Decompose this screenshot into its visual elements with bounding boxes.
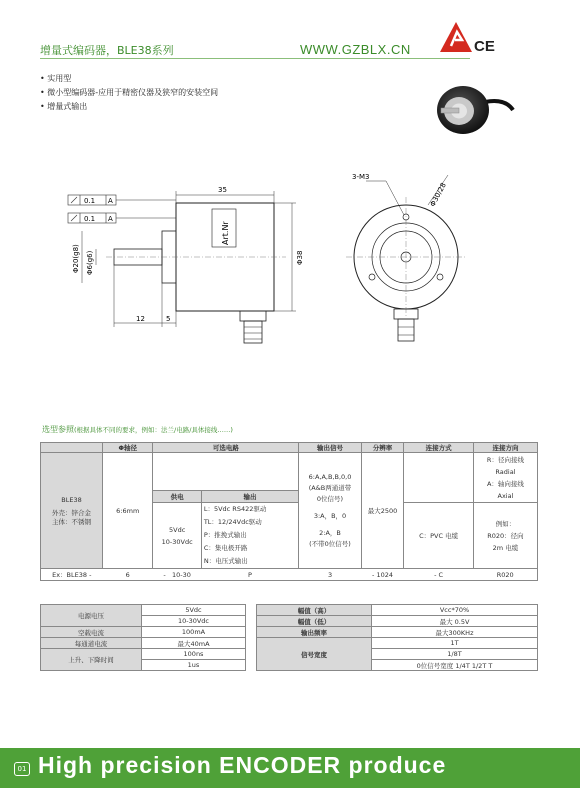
supply-cell: 5Vdc 10-30Vdc: [153, 503, 201, 569]
selection-title: 选型参照(根据具体不同的要求，例如：法兰/电路/具体接线……): [42, 425, 233, 434]
signal-table: 幅值（高） Vcc*70% 幅值（低） 最大 0.5V 输出频率 最大300KHz 信号宽度 1T 1/8T 0位信号宽度 1/4T 1/2T T: [256, 604, 538, 671]
website-url[interactable]: WWW.GZBLX.CN: [300, 42, 411, 57]
col-shaft: Φ轴径: [103, 443, 153, 453]
output-cell: L：5Vdc RS422驱动 TL：12/24Vdc驱动 P：推挽式输出 C：集电极开路 N：电压式输出: [201, 503, 298, 569]
example-cell: 例如： R020：径向 2m 电缆: [473, 503, 537, 569]
tol1-value: 0.1: [84, 197, 96, 205]
resolution-cell: 最大2500: [361, 453, 403, 569]
dim-diameter: Φ38: [296, 250, 304, 265]
technical-drawing: [56, 165, 476, 369]
dim-flange: Φ20(g8): [72, 244, 80, 273]
selection-note: (根据具体不同的要求，例如：法兰/电路/具体接线……): [74, 426, 233, 434]
supply-header: 供电: [153, 491, 201, 503]
col-resolution: 分辨率: [361, 443, 403, 453]
col-direction: 连接方向: [473, 443, 537, 453]
header-divider: [40, 58, 470, 59]
brand-logo: [438, 20, 474, 58]
shaft-cell: 6:6mm: [103, 453, 153, 569]
page-title: 增量式编码器，BLE38系列: [40, 44, 174, 57]
tol2-ref: A: [108, 215, 113, 223]
signal-cell: 6:A,A,B,B,0,0 (A&B两通道带 0位信号) 3:A，B，0 2:A，B (不带0位信号): [299, 453, 362, 569]
feature-list: [40, 72, 218, 114]
output-header: 输出: [201, 491, 298, 503]
dim-shaft-length: 12: [136, 315, 145, 323]
ce-mark: CE: [474, 38, 495, 55]
art-nr-label: Art.Nr: [221, 221, 230, 245]
holes-label: 3-M3: [352, 173, 370, 181]
tol2-value: 0.1: [84, 215, 96, 223]
example-row: Ex：BLE38 - 6 - 10-30 P 3 - 1024 - C R020: [41, 569, 538, 581]
dim-shaft: Φ6(g6): [86, 250, 94, 275]
page-number: 01: [14, 762, 30, 776]
col-circuit: 可选电路: [153, 443, 299, 453]
col-connection: 连接方式: [404, 443, 474, 453]
selection-table: [40, 442, 538, 581]
footer-slogan: High precision ENCODER produce: [38, 752, 447, 778]
pcd-label: Φ30/28: [428, 181, 448, 208]
connection-cell: C：PVC 电缆: [404, 503, 474, 569]
dim-length: 35: [218, 186, 227, 194]
col-signal: 输出信号: [299, 443, 362, 453]
tol1-ref: A: [108, 197, 113, 205]
dim-flange-length: 5: [166, 315, 171, 323]
feature-item: • 增量式输出: [40, 100, 218, 114]
feature-item: • 实用型: [40, 72, 218, 86]
product-photo: [425, 80, 515, 144]
electrical-table: 电源电压 5Vdc 10-30Vdc 空载电流 100mA 每通道电流 最大40mA 上升、下降时间 100ns 1us: [40, 604, 246, 671]
feature-item: • 微小型编码器-应用于精密仪器及狭窄的安装空间: [40, 86, 218, 100]
direction-cell: R：径向接线 Radial A：轴向接线 Axial: [473, 453, 537, 503]
model-cell: BLE38 外壳：锌合金 主体：不锈钢: [41, 453, 103, 569]
